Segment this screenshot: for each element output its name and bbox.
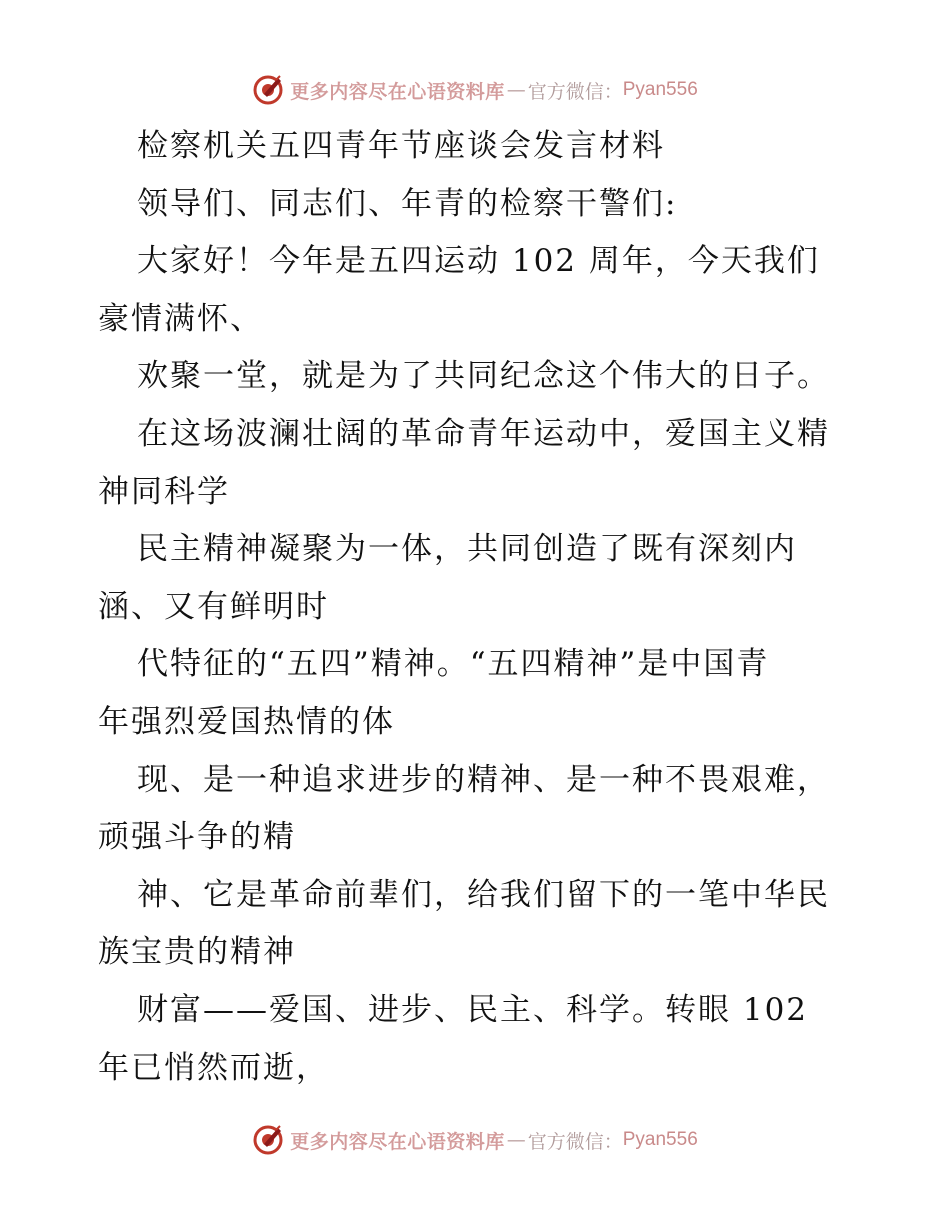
paragraph-line: 年强烈爱国热情的体 bbox=[98, 703, 395, 740]
paragraph-line: 民主精神凝聚为一体，共同创造了既有深刻内 bbox=[137, 531, 797, 568]
document-body bbox=[98, 118, 858, 1097]
banner-separator: — bbox=[506, 79, 526, 101]
paragraph-line: 在这场波澜壮阔的革命青年运动中，爱国主义精 bbox=[137, 415, 830, 452]
paragraph-line: 财富——爱国、进步、民主、科学。转眼 102 bbox=[137, 991, 809, 1028]
header-banner bbox=[0, 70, 950, 110]
footer-banner bbox=[0, 1120, 950, 1160]
paragraph-line: 代特征的“五四”精神。“五四精神”是中国青 bbox=[137, 646, 770, 683]
pen-logo-icon bbox=[252, 74, 284, 106]
paragraph-line: 顽强斗争的精 bbox=[98, 819, 296, 856]
banner-wechat-label: 官方微信： bbox=[527, 1130, 623, 1153]
banner-wechat-id: Pyan556 bbox=[622, 79, 698, 100]
banner-separator: — bbox=[506, 1129, 526, 1151]
document-title: 检察机关五四青年节座谈会发言材料 bbox=[137, 128, 665, 164]
paragraph-line: 族宝贵的精神 bbox=[98, 934, 296, 971]
salutation: 领导们、同志们、年青的检察干警们: bbox=[137, 185, 678, 222]
banner-wechat-id: Pyan556 bbox=[622, 1129, 698, 1150]
paragraph-line: 神、它是革命前辈们，给我们留下的一笔中华民 bbox=[137, 876, 830, 913]
banner-wechat-label: 官方微信： bbox=[527, 80, 623, 103]
paragraph-line: 大家好！今年是五四运动 102 周年，今天我们 bbox=[137, 243, 820, 280]
banner-text: 更多内容尽在心语资料库 bbox=[290, 1130, 505, 1153]
paragraph-line: 涵、又有鲜明时 bbox=[98, 588, 329, 625]
pen-logo-icon bbox=[252, 1124, 284, 1156]
paragraph-line: 神同科学 bbox=[98, 473, 230, 510]
banner-text: 更多内容尽在心语资料库 bbox=[290, 80, 505, 103]
paragraph-line: 欢聚一堂，就是为了共同纪念这个伟大的日子。 bbox=[137, 358, 830, 395]
paragraph-line: 豪情满怀、 bbox=[98, 300, 263, 337]
paragraph-line: 现、是一种追求进步的精神、是一种不畏艰难， bbox=[137, 761, 830, 798]
paragraph-line: 年已悄然而逝， bbox=[98, 1049, 329, 1086]
